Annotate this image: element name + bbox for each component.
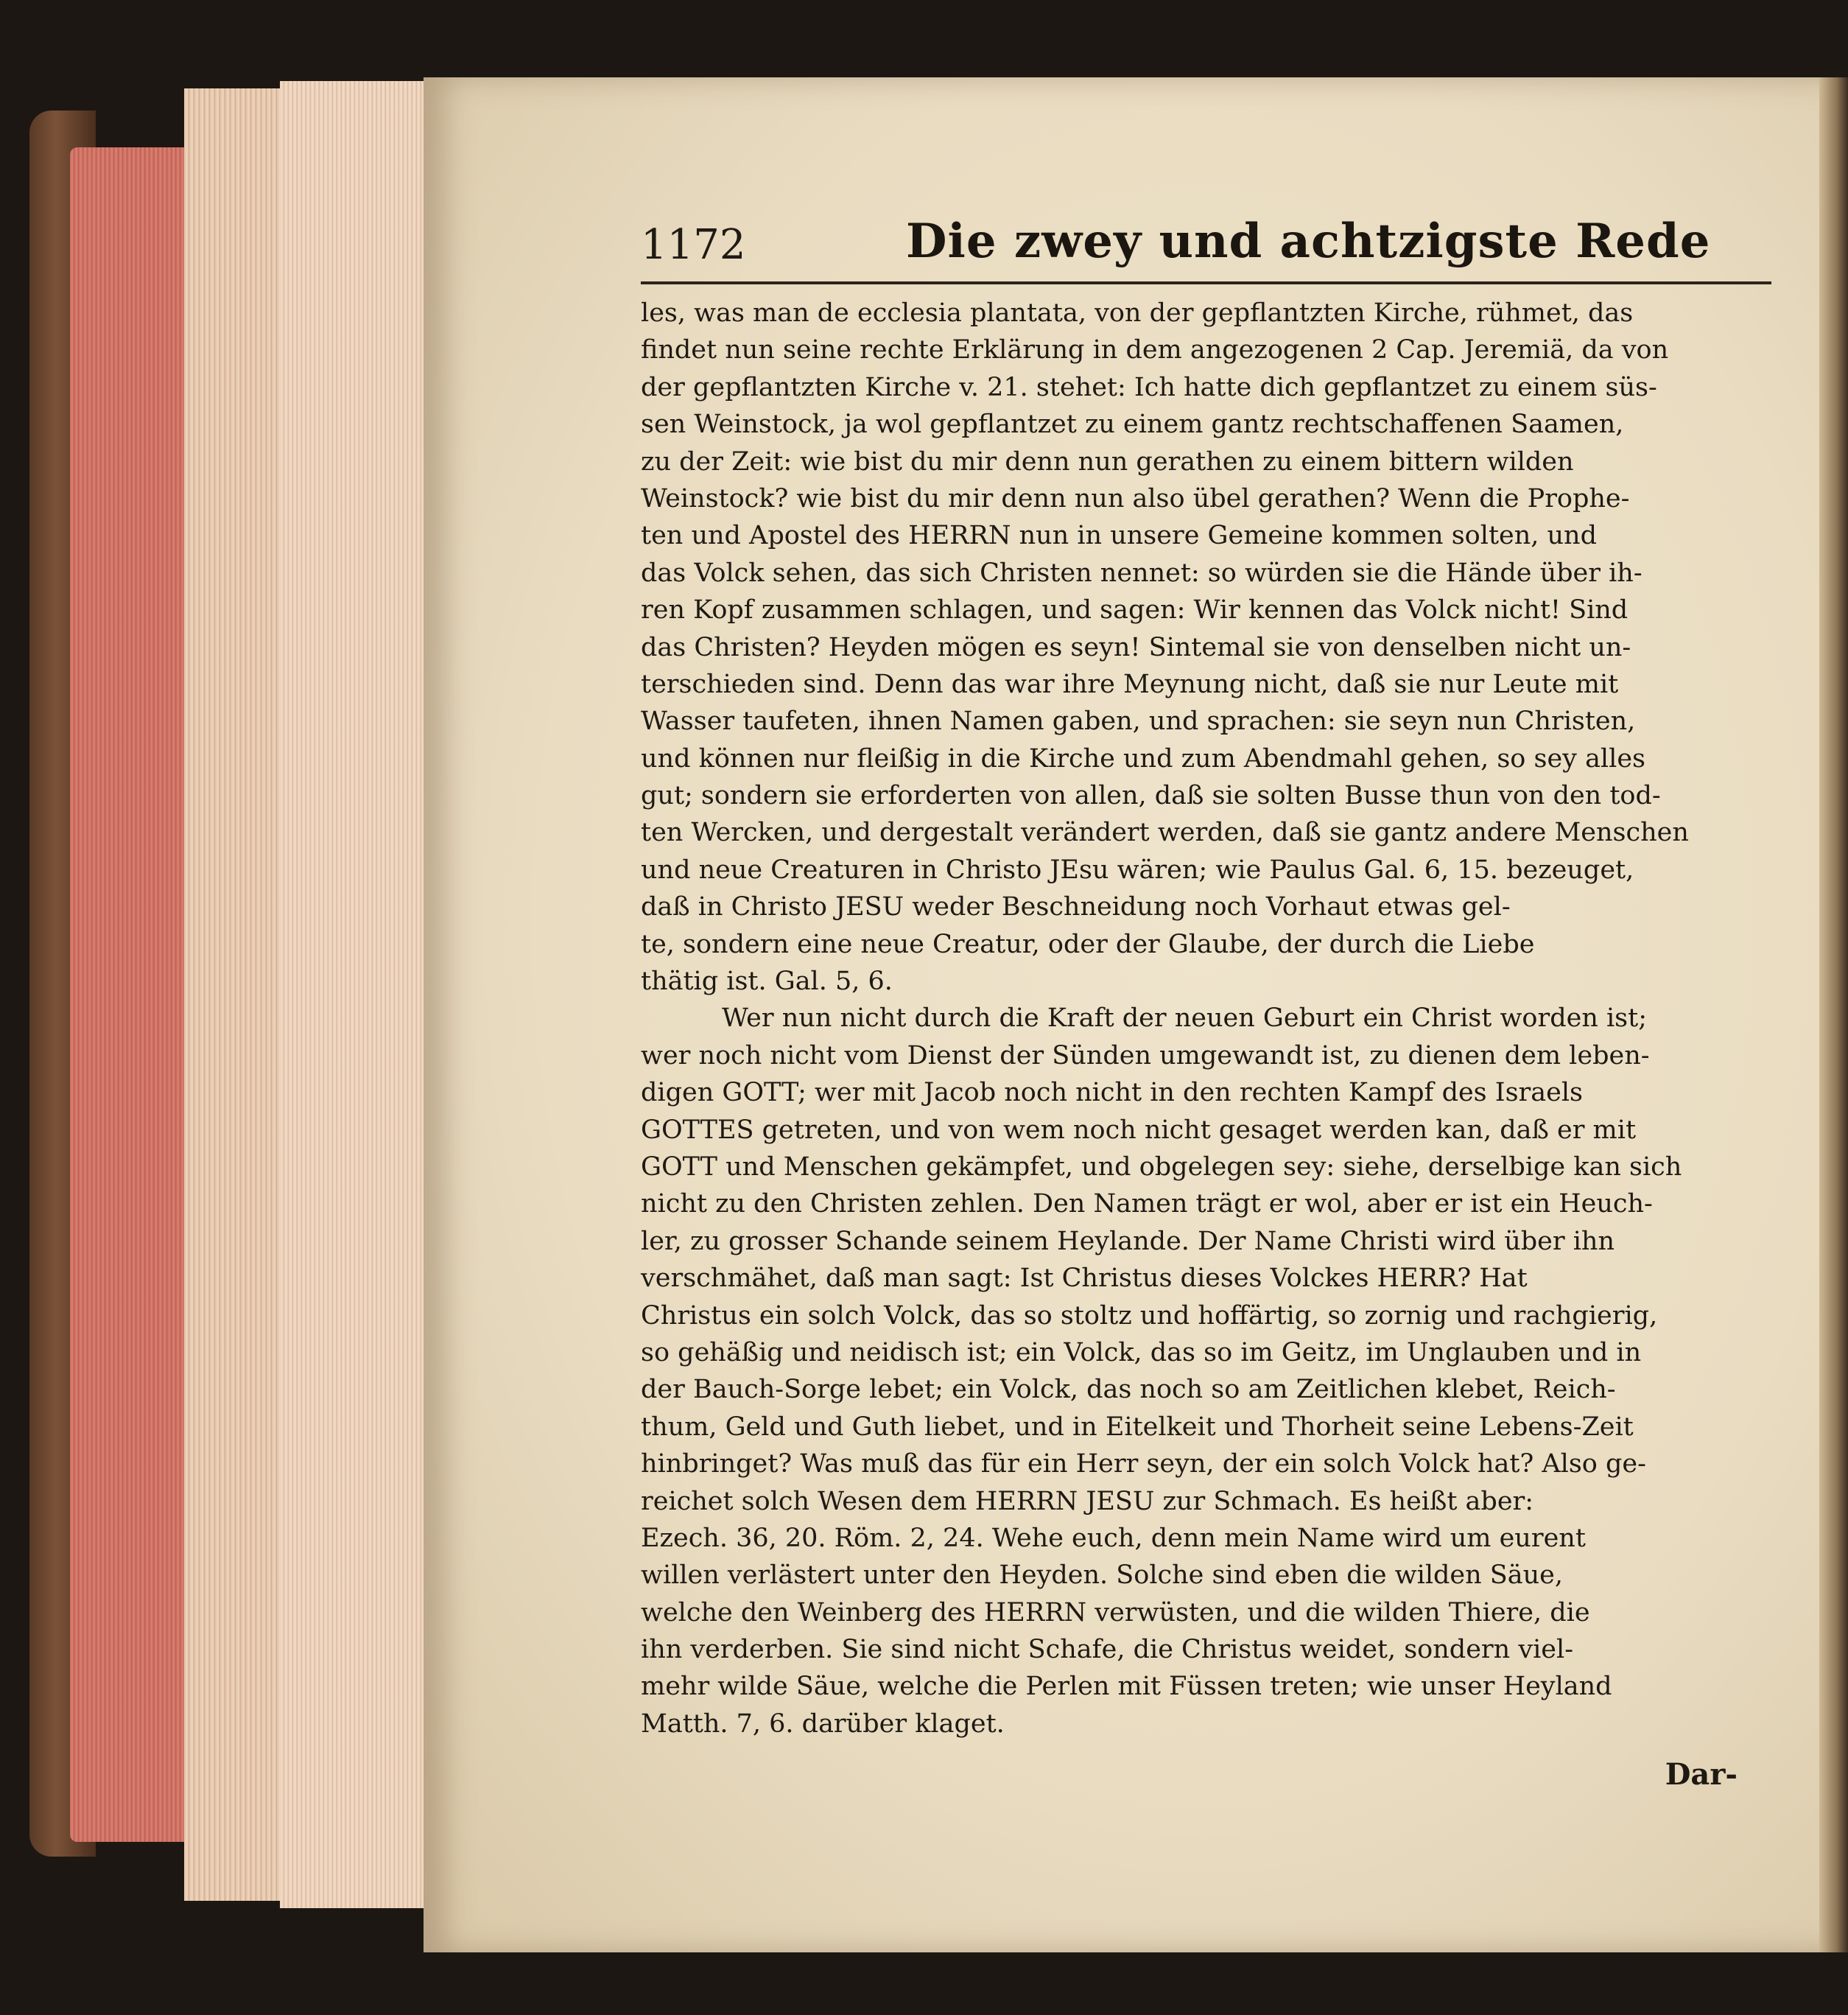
text-line: ten und Apostel des HERRN nun in unsere Gemeine kommen solten, und [641, 521, 1598, 551]
text-line: welche den Weinberg des HERRN verwüsten, und die wilden Thiere, die [641, 1597, 1590, 1627]
text-line: les, was man de ecclesia plantata, von der gepflantzten Kirche, rühmet, das [641, 298, 1634, 328]
page-stack-inner [280, 81, 442, 1908]
text-line: te, sondern eine neue Creatur, oder der Glaube, der durch die Liebe [641, 929, 1535, 959]
text-line: daß in Christo JESU weder Beschneidung noch Vorhaut etwas gel- [641, 892, 1511, 922]
text-line: Matth. 7, 6. darüber klaget. [641, 1709, 1005, 1739]
text-line: so gehäßig und neidisch ist; ein Volck, das so im Geitz, im Unglauben und in [641, 1337, 1642, 1367]
text-line: wer noch nicht vom Dienst der Sünden umgewandt ist, zu dienen dem leben- [641, 1040, 1650, 1070]
text-line: Wasser taufeten, ihnen Namen gaben, und sprachen: sie seyn nun Christen, [641, 707, 1636, 737]
text-line: digen GOTT; wer mit Jacob noch nicht in den rechten Kampf des Israels [641, 1078, 1584, 1108]
text-line: mehr wilde Säue, welche die Perlen mit Füssen treten; wie unser Heyland [641, 1672, 1612, 1702]
text-line: GOTT und Menschen gekämpfet, und obgelegen sey: siehe, derselbige kan sich [641, 1152, 1682, 1182]
text-line: thum, Geld und Guth liebet, und in Eitelkeit und Thorheit seine Lebens-Zeit [641, 1412, 1634, 1442]
text-line: GOTTES getreten, und von wem noch nicht gesaget werden kan, daß er mit [641, 1115, 1637, 1145]
catchword: Dar- [1665, 1757, 1738, 1792]
text-line: und können nur fleißig in die Kirche und zum Abendmahl gehen, so sey alles [641, 743, 1645, 774]
text-line: Weinstock? wie bist du mir denn nun also übel gerathen? Wenn die Prophe- [641, 483, 1630, 514]
text-line: nicht zu den Christen zehlen. Den Namen trägt er wol, aber er ist ein Heuch- [641, 1189, 1653, 1219]
text-line: Christus ein solch Volck, das so stoltz und hoffärtig, so zornig und rachgierig, [641, 1300, 1658, 1331]
red-page-edges [70, 147, 199, 1842]
text-line: reichet solch Wesen dem HERRN JESU zur Schmach. Es heißt aber: [641, 1486, 1534, 1516]
text-line: Ezech. 36, 20. Röm. 2, 24. Wehe euch, denn mein Name wird um eurent [641, 1523, 1586, 1553]
text-line: zu der Zeit: wie bist du mir denn nun gerathen zu einem bittern wilden [641, 446, 1574, 477]
header-rule [641, 281, 1771, 284]
page-header [641, 214, 1790, 280]
text-line: thätig ist. Gal. 5, 6. [641, 967, 893, 997]
text-line: willen verlästert unter den Heyden. Solche sind eben die wilden Säue, [641, 1560, 1564, 1591]
text-line: gut; sondern sie erforderten von allen, daß sie solten Busse thun von den tod- [641, 781, 1661, 811]
text-line: ten Wercken, und dergestalt verändert werden, daß sie gantz andere Menschen [641, 818, 1689, 848]
page-number: 1172 [641, 221, 746, 269]
text-line: der gepflantzten Kirche v. 21. stehet: Ich hatte dich gepflantzet zu einem süs- [641, 372, 1657, 402]
body-text [641, 295, 1779, 1742]
text-line: terschieden sind. Denn das war ihre Meynung nicht, daß sie nur Leute mit [641, 669, 1619, 699]
text-line: der Bauch-Sorge lebet; ein Volck, das noch so am Zeitlichen klebet, Reich- [641, 1375, 1616, 1405]
text-line: das Christen? Heyden mögen es seyn! Sintemal sie von denselben nicht un- [641, 632, 1631, 662]
text-line: hinbringet? Was muß das für ein Herr seyn, der ein solch Volck hat? Also ge- [641, 1449, 1646, 1479]
text-line: ler, zu grosser Schande seinem Heylande. Der Name Christi wird über ihn [641, 1226, 1615, 1256]
running-title: Die zwey und achtzigste Rede [906, 214, 1711, 269]
text-line: ren Kopf zusammen schlagen, und sagen: Wir kennen das Volck nicht! Sind [641, 595, 1629, 625]
text-line: und neue Creaturen in Christo JEsu wären; wie Paulus Gal. 6, 15. bezeuget, [641, 855, 1634, 885]
text-line: findet nun seine rechte Erklärung in dem angezogenen 2 Cap. Jeremiä, da von [641, 335, 1669, 365]
text-line: verschmähet, daß man sagt: Ist Christus dieses Volckes HERR? Hat [641, 1264, 1528, 1294]
text-line: das Volck sehen, das sich Christen nennet: so würden sie die Hände über ih- [641, 558, 1643, 588]
page-gutter [1819, 77, 1848, 1952]
text-line: ihn verderben. Sie sind nicht Schafe, die Christus weidet, sondern viel- [641, 1635, 1574, 1665]
paragraph-start-line: Wer nun nicht durch die Kraft der neuen Geburt ein Christ worden ist; [722, 1003, 1648, 1034]
text-line: sen Weinstock, ja wol gepflantzet zu einem gantz rechtschaffenen Saamen, [641, 410, 1624, 440]
